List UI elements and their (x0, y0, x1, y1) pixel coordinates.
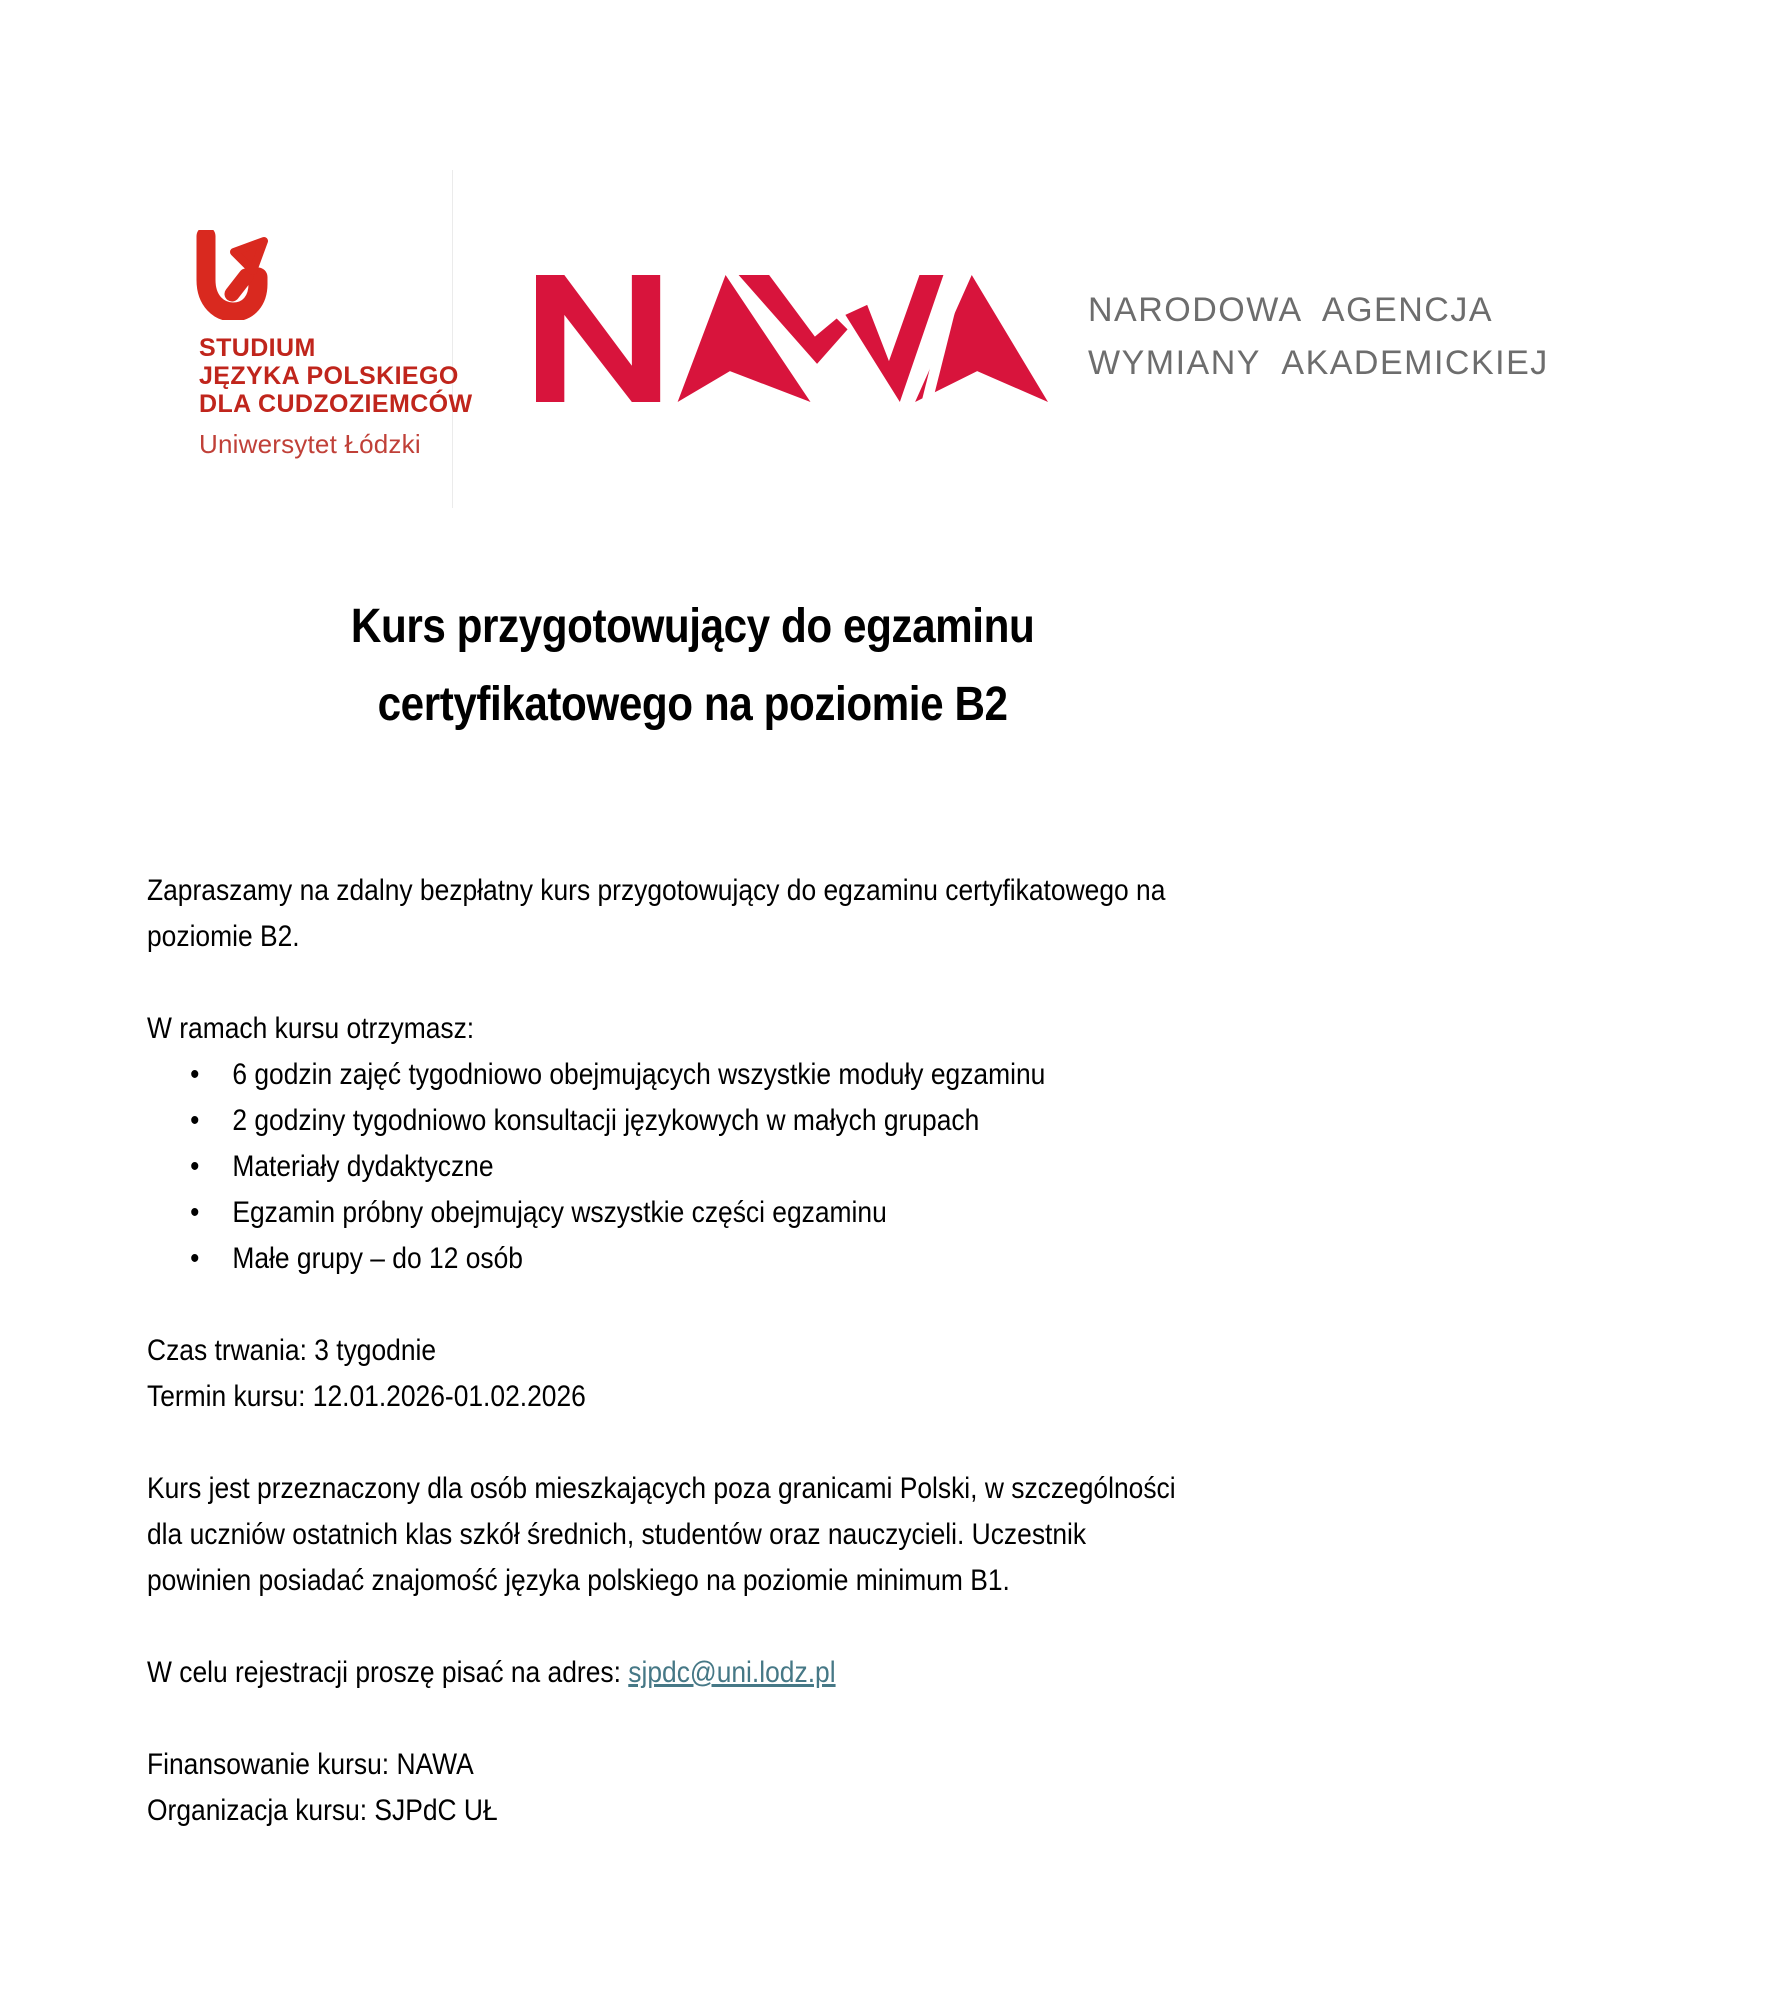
title-line: Kurs przygotowujący do egzaminu (350, 600, 1035, 653)
term-line: Termin kursu: 12.01.2026-01.02.2026 (147, 1380, 586, 1413)
intro-paragraph (147, 868, 1238, 960)
ul-text-line: DLA CUDZOZIEMCÓW (199, 390, 473, 418)
organization-line: Organizacja kursu: SJPdC UŁ (147, 1794, 498, 1827)
list-item: • 6 godzin zajęć tygodniowo obejmujących wszystkie moduły egzaminu (147, 1052, 1238, 1098)
u-arrow-icon (194, 230, 274, 320)
body-text (147, 868, 1238, 1834)
ul-text-line: JĘZYKA POLSKIEGO (199, 362, 459, 390)
email-link[interactable]: sjpdc@uni.lodz.pl (628, 1656, 836, 1689)
registration-prefix: W celu rejestracji proszę pisać na adres: (147, 1656, 629, 1689)
ul-university-name: Uniwersytet Łódzki (199, 429, 421, 459)
agency-name-line: WYMIANY AKADEMICKIEJ (1088, 344, 1549, 382)
ul-sjpdc-logo (194, 230, 274, 320)
credits-paragraph (147, 1742, 1238, 1834)
duration-line: Czas trwania: 3 tygodnie (147, 1334, 437, 1367)
list-item: • Małe grupy – do 12 osób (147, 1236, 1238, 1282)
audience-paragraph (147, 1466, 1238, 1604)
nawa-agency-name (1088, 284, 1549, 390)
funding-line: Finansowanie kursu: NAWA (147, 1748, 474, 1781)
list-item: • 2 godziny tygodniowo konsultacji językowych w małych grupach (147, 1098, 1238, 1144)
schedule-paragraph (147, 1328, 1238, 1420)
ul-logo-text (199, 334, 473, 458)
list-item: • Materiały dydaktyczne (147, 1144, 1238, 1190)
list-item: • Egzamin próbny obejmujący wszystkie części egzaminu (147, 1190, 1238, 1236)
intro-line: Zapraszamy na zdalny bezpłatny kurs przygotowujący do egzaminu certyfikatowego na (147, 874, 1166, 907)
ul-text-line: STUDIUM (199, 334, 316, 362)
nawa-wordmark-icon (536, 275, 1048, 402)
intro-line: poziomie B2. (147, 920, 300, 953)
agency-name-line: NARODOWA AGENCJA (1088, 291, 1494, 329)
audience-line: Kurs jest przeznaczony dla osób mieszkających poza granicami Polski, w szczególności (147, 1472, 1176, 1505)
registration-line (147, 1650, 1238, 1696)
list-heading: W ramach kursu otrzymasz: (147, 1012, 475, 1045)
audience-line: powinien posiadać znajomość języka polskiego na poziomie minimum B1. (147, 1564, 1010, 1597)
course-benefits-list (147, 1052, 1238, 1282)
page-title (147, 588, 1238, 744)
title-line: certyfikatowego na poziomie B2 (377, 678, 1008, 731)
audience-line: dla uczniów ostatnich klas szkół średnich, studentów oraz nauczycieli. Uczestnik (147, 1518, 1087, 1551)
